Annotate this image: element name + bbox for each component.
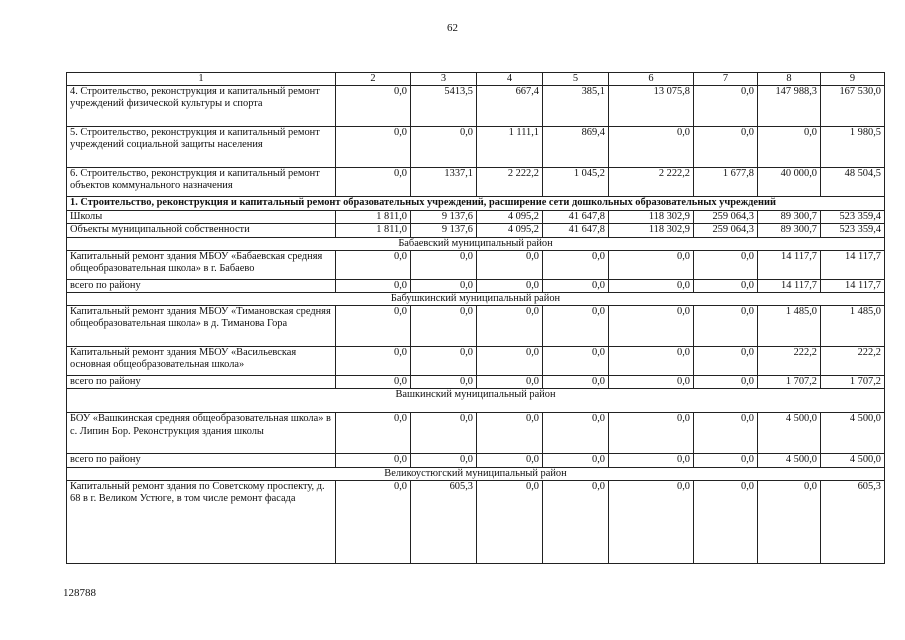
value-cell: 9 137,6 <box>411 224 477 237</box>
value-cell: 0,0 <box>694 413 758 454</box>
row-label: Школы <box>67 211 336 224</box>
value-cell: 0,0 <box>336 250 411 279</box>
value-cell: 0,0 <box>543 279 609 292</box>
value-cell: 0,0 <box>694 250 758 279</box>
value-cell: 259 064,3 <box>694 211 758 224</box>
value-cell: 48 504,5 <box>821 168 885 197</box>
row-label: 5. Строительство, реконструкция и капитальный ремонт учреждений социальной защиты населения <box>67 127 336 168</box>
value-cell: 1 707,2 <box>758 376 821 389</box>
value-cell: 0,0 <box>411 250 477 279</box>
value-cell: 259 064,3 <box>694 224 758 237</box>
section-title: 1. Строительство, реконструкция и капитальный ремонт образовательных учреждений, расширение сети дошкольных образовательных учреждений <box>67 197 885 211</box>
value-cell: 667,4 <box>477 86 543 127</box>
value-cell: 1 485,0 <box>758 306 821 347</box>
value-cell: 1 811,0 <box>336 224 411 237</box>
value-cell: 41 647,8 <box>543 211 609 224</box>
value-cell: 222,2 <box>821 347 885 376</box>
table-row <box>67 211 885 224</box>
value-cell: 0,0 <box>758 127 821 168</box>
value-cell: 0,0 <box>609 279 694 292</box>
value-cell: 0,0 <box>543 413 609 454</box>
value-cell: 14 117,7 <box>821 250 885 279</box>
section-title-row <box>67 197 885 211</box>
value-cell: 1 045,2 <box>543 168 609 197</box>
row-label: всего по району <box>67 454 336 467</box>
value-cell: 0,0 <box>411 413 477 454</box>
value-cell: 1 811,0 <box>336 211 411 224</box>
value-cell: 0,0 <box>477 250 543 279</box>
column-number: 4 <box>477 73 543 86</box>
value-cell: 0,0 <box>336 376 411 389</box>
value-cell: 1 980,5 <box>821 127 885 168</box>
column-number: 7 <box>694 73 758 86</box>
value-cell: 523 359,4 <box>821 224 885 237</box>
value-cell: 0,0 <box>609 127 694 168</box>
column-number: 3 <box>411 73 477 86</box>
value-cell: 0,0 <box>411 347 477 376</box>
value-cell: 13 075,8 <box>609 86 694 127</box>
value-cell: 0,0 <box>694 454 758 467</box>
value-cell: 14 117,7 <box>758 279 821 292</box>
district-name: Великоустюгский муниципальный район <box>67 467 885 480</box>
value-cell: 0,0 <box>411 376 477 389</box>
row-label: Капитальный ремонт здания по Советскому проспекту, д. 68 в г. Великом Устюге, в том числе ремонт фасада <box>67 480 336 563</box>
value-cell: 0,0 <box>477 279 543 292</box>
value-cell: 4 500,0 <box>758 454 821 467</box>
value-cell: 4 095,2 <box>477 211 543 224</box>
value-cell: 0,0 <box>477 376 543 389</box>
value-cell: 118 302,9 <box>609 211 694 224</box>
column-number: 5 <box>543 73 609 86</box>
value-cell: 14 117,7 <box>758 250 821 279</box>
value-cell: 0,0 <box>543 454 609 467</box>
value-cell: 0,0 <box>477 480 543 563</box>
value-cell: 0,0 <box>336 279 411 292</box>
value-cell: 0,0 <box>609 250 694 279</box>
value-cell: 0,0 <box>694 127 758 168</box>
value-cell: 4 500,0 <box>821 413 885 454</box>
value-cell: 1337,1 <box>411 168 477 197</box>
table-row <box>67 376 885 389</box>
value-cell: 0,0 <box>477 413 543 454</box>
district-name: Бабушкинский муниципальный район <box>67 293 885 306</box>
table-row <box>67 168 885 197</box>
value-cell: 41 647,8 <box>543 224 609 237</box>
value-cell: 0,0 <box>543 480 609 563</box>
value-cell: 4 095,2 <box>477 224 543 237</box>
row-label: Капитальный ремонт здания МБОУ «Бабаевская средняя общеобразовательная школа» в г. Бабаево <box>67 250 336 279</box>
value-cell: 89 300,7 <box>758 211 821 224</box>
value-cell: 605,3 <box>411 480 477 563</box>
value-cell: 0,0 <box>694 480 758 563</box>
value-cell: 0,0 <box>609 480 694 563</box>
value-cell: 0,0 <box>336 127 411 168</box>
row-label: 4. Строительство, реконструкция и капитальный ремонт учреждений физической культуры и спорта <box>67 86 336 127</box>
document-code: 128788 <box>63 587 96 599</box>
row-label: Капитальный ремонт здания МБОУ «Васильевская основная общеобразовательная школа» <box>67 347 336 376</box>
district-header-row <box>67 467 885 480</box>
column-number: 8 <box>758 73 821 86</box>
value-cell: 0,0 <box>336 413 411 454</box>
value-cell: 118 302,9 <box>609 224 694 237</box>
value-cell: 0,0 <box>694 279 758 292</box>
value-cell: 0,0 <box>543 376 609 389</box>
value-cell: 0,0 <box>543 347 609 376</box>
value-cell: 869,4 <box>543 127 609 168</box>
district-name: Бабаевский муниципальный район <box>67 237 885 250</box>
table-row <box>67 347 885 376</box>
value-cell: 0,0 <box>609 306 694 347</box>
column-number: 2 <box>336 73 411 86</box>
value-cell: 0,0 <box>411 127 477 168</box>
table-row <box>67 86 885 127</box>
value-cell: 0,0 <box>336 86 411 127</box>
value-cell: 0,0 <box>477 454 543 467</box>
value-cell: 605,3 <box>821 480 885 563</box>
value-cell: 0,0 <box>609 454 694 467</box>
value-cell: 4 500,0 <box>758 413 821 454</box>
value-cell: 147 988,3 <box>758 86 821 127</box>
table-row <box>67 224 885 237</box>
value-cell: 2 222,2 <box>609 168 694 197</box>
row-label: Капитальный ремонт здания МБОУ «Тимановская средняя общеобразовательная школа» в д. Тиманова Гора <box>67 306 336 347</box>
column-number-row <box>67 73 885 86</box>
value-cell: 0,0 <box>336 347 411 376</box>
value-cell: 222,2 <box>758 347 821 376</box>
value-cell: 0,0 <box>694 86 758 127</box>
value-cell: 0,0 <box>694 376 758 389</box>
page-number: 62 <box>447 22 458 34</box>
value-cell: 14 117,7 <box>821 279 885 292</box>
value-cell: 0,0 <box>336 306 411 347</box>
value-cell: 523 359,4 <box>821 211 885 224</box>
value-cell: 0,0 <box>477 306 543 347</box>
value-cell: 0,0 <box>543 250 609 279</box>
row-label: всего по району <box>67 279 336 292</box>
value-cell: 0,0 <box>411 306 477 347</box>
value-cell: 1 677,8 <box>694 168 758 197</box>
value-cell: 1 707,2 <box>821 376 885 389</box>
value-cell: 5413,5 <box>411 86 477 127</box>
value-cell: 167 530,0 <box>821 86 885 127</box>
district-header-row <box>67 293 885 306</box>
column-number: 9 <box>821 73 885 86</box>
value-cell: 0,0 <box>758 480 821 563</box>
value-cell: 0,0 <box>543 306 609 347</box>
row-label: 6. Строительство, реконструкция и капитальный ремонт объектов коммунального назначения <box>67 168 336 197</box>
budget-table <box>66 72 885 564</box>
table-row <box>67 250 885 279</box>
value-cell: 0,0 <box>477 347 543 376</box>
value-cell: 0,0 <box>411 454 477 467</box>
row-label: Объекты муниципальной собственности <box>67 224 336 237</box>
table-row <box>67 413 885 454</box>
value-cell: 385,1 <box>543 86 609 127</box>
row-label: всего по району <box>67 376 336 389</box>
value-cell: 40 000,0 <box>758 168 821 197</box>
value-cell: 89 300,7 <box>758 224 821 237</box>
column-number: 1 <box>67 73 336 86</box>
value-cell: 0,0 <box>694 347 758 376</box>
district-name: Вашкинский муниципальный район <box>67 389 885 413</box>
district-header-row <box>67 389 885 413</box>
table-row <box>67 454 885 467</box>
value-cell: 0,0 <box>411 279 477 292</box>
column-number: 6 <box>609 73 694 86</box>
value-cell: 0,0 <box>694 306 758 347</box>
value-cell: 0,0 <box>609 376 694 389</box>
table-row <box>67 306 885 347</box>
value-cell: 2 222,2 <box>477 168 543 197</box>
value-cell: 0,0 <box>609 347 694 376</box>
value-cell: 1 485,0 <box>821 306 885 347</box>
table-row <box>67 480 885 563</box>
value-cell: 0,0 <box>609 413 694 454</box>
table-row <box>67 127 885 168</box>
value-cell: 4 500,0 <box>821 454 885 467</box>
value-cell: 0,0 <box>336 454 411 467</box>
district-header-row <box>67 237 885 250</box>
value-cell: 0,0 <box>336 168 411 197</box>
row-label: БОУ «Вашкинская средняя общеобразовательная школа» в с. Липин Бор. Реконструкция здания школы <box>67 413 336 454</box>
table-row <box>67 279 885 292</box>
value-cell: 9 137,6 <box>411 211 477 224</box>
value-cell: 1 111,1 <box>477 127 543 168</box>
value-cell: 0,0 <box>336 480 411 563</box>
